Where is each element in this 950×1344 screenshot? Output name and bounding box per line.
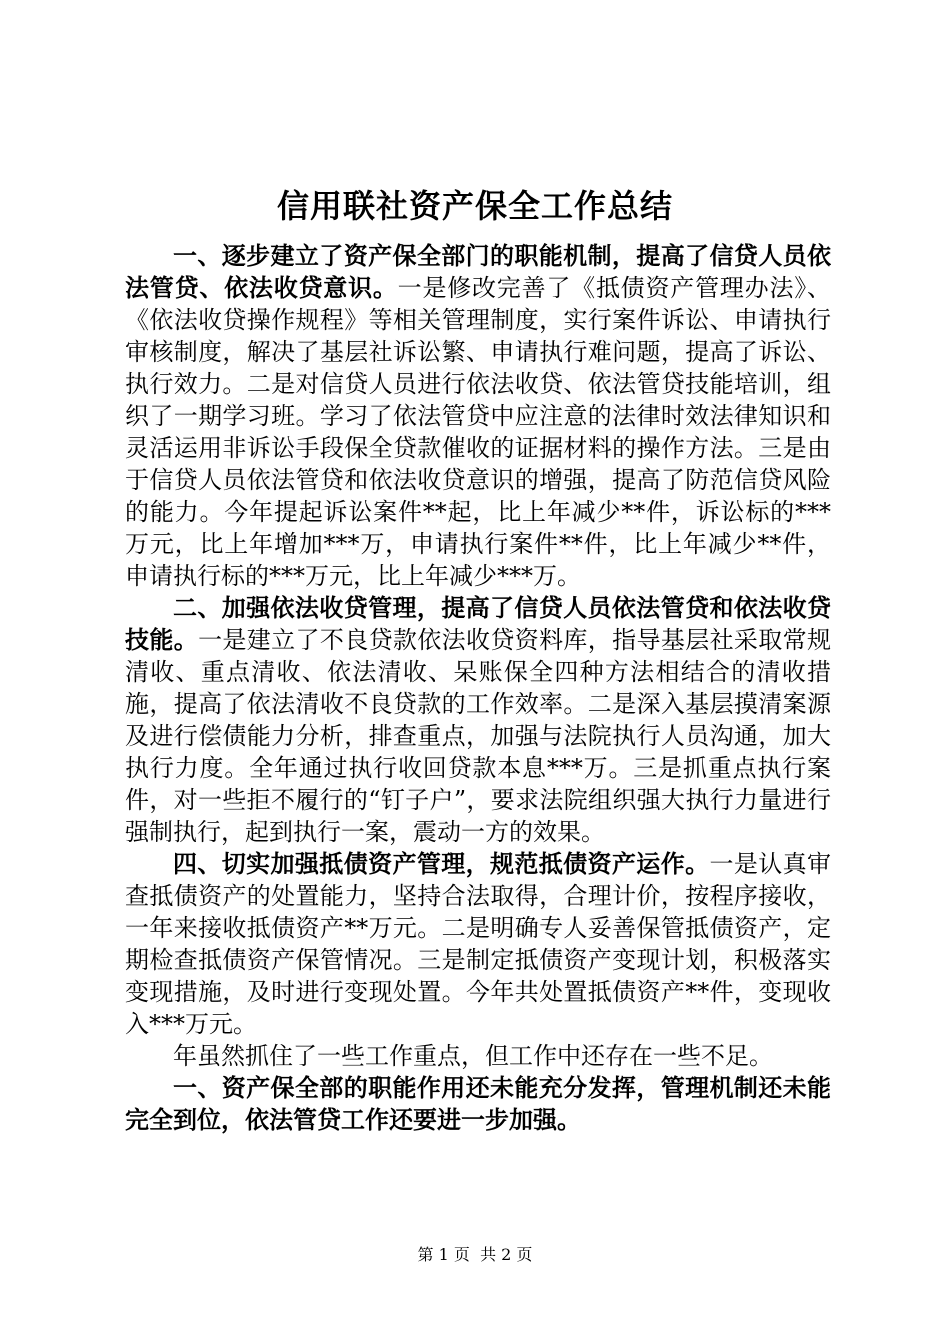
paragraph-3-heading: 四、切实加强抵债资产管理，规范抵债资产运作。 (173, 849, 710, 878)
paragraph-4-text: 年虽然抓住了一些工作重点，但工作中还存在一些不足。 (173, 1042, 773, 1070)
paragraph-3-text: 一是认真审查抵债资产的处置能力，坚持合法取得，合理计价，按程序接收，一年来接收抵债资产**万元。二是明确专人妥善保管抵债资产，定期检查抵债资产保管情况。三是制定抵债资产变现计划，积极落实变现措施，及时进行变现处置。今年共处置抵债资产**件，变现收入***万元。 (125, 850, 832, 1038)
paragraph-3 (125, 848, 831, 1040)
paragraph-1-heading: 一、逐步建立了资产保全部门的职能机制，提高了信贷人员依法管贷、依法收贷意识。 (125, 241, 831, 302)
paragraph-2 (125, 592, 831, 848)
page-footer: 第 1 页 共 2 页 (417, 1245, 533, 1264)
paragraph-5 (125, 1072, 831, 1136)
paragraph-4 (125, 1040, 831, 1072)
paragraph-2-text: 一是建立了不良贷款依法收贷资料库，指导基层社采取常规清收、重点清收、依法清收、呆账保全四种方法相结合的清收措施，提高了依法清收不良贷款的工作效率。二是深入基层摸清案源及进行偿债能力分析，排查重点，加强与法院执行人员沟通，加大执行力度。全年通过执行收回贷款本息***万。三是抓重点执行案件，对一些拒不履行的“钉子户”，要求法院组织强大执行力量进行强制执行，起到执行一案，震动一方的效果。 (125, 626, 832, 846)
document-body (125, 240, 831, 1136)
document-title: 信用联社资产保全工作总结 (276, 187, 673, 225)
paragraph-5-heading: 一、资产保全部的职能作用还未能充分发挥，管理机制还未能完全到位，依法管贷工作还要进一步加强。 (125, 1073, 831, 1134)
paragraph-1 (125, 240, 831, 592)
paragraph-1-text: 一是修改完善了《抵债资产管理办法》、《依法收贷操作规程》等相关管理制度，实行案件诉讼、申请执行审核制度，解决了基层社诉讼繁、申请执行难问题，提高了诉讼、执行效力。二是对信贷人员进行依法收贷、依法管贷技能培训，组织了一期学习班。学习了依法管贷中应注意的法律时效法律知识和灵活运用非诉讼手段保全贷款催收的证据材料的操作方法。三是由于信贷人员依法管贷和依法收贷意识的增强，提高了防范信贷风险的能力。今年提起诉讼案件**起，比上年减少**件，诉讼标的***万元，比上年增加***万，申请执行案件**件，比上年减少**件，申请执行标的***万元，比上年减少***万。 (125, 274, 832, 590)
paragraph-2-heading: 二、加强依法收贷管理，提高了信贷人员依法管贷和依法收贷技能。 (125, 593, 831, 654)
